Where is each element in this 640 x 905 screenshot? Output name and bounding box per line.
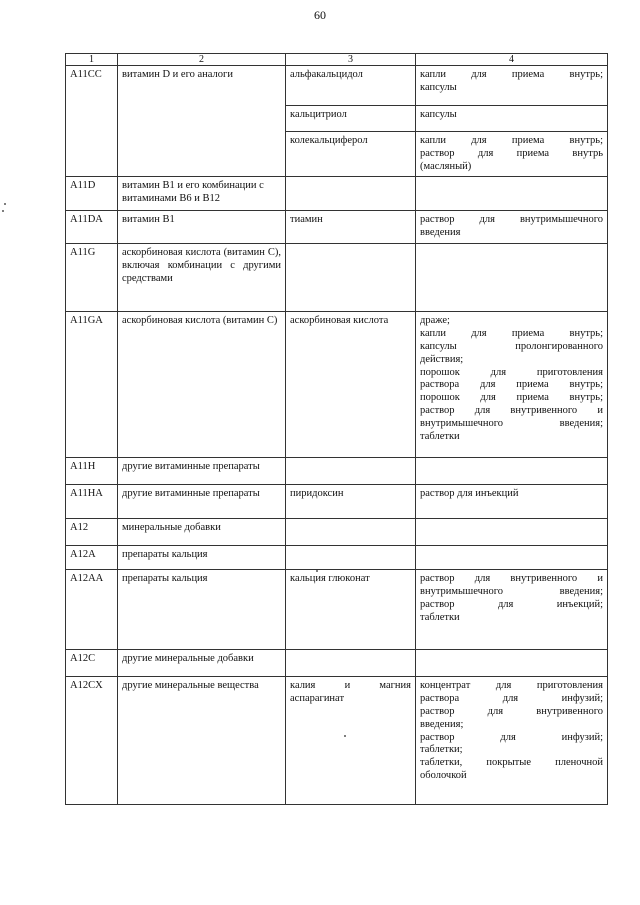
dosage-forms-cell xyxy=(416,519,608,546)
table-row xyxy=(66,66,608,106)
atc-code-cell: A12 xyxy=(66,519,118,546)
atc-code-cell: A12AA xyxy=(66,570,118,650)
table-row xyxy=(66,312,608,458)
dosage-form-line: раствор для внутривенного и xyxy=(420,404,603,416)
table-body xyxy=(66,66,608,805)
dosage-form-line: введения xyxy=(420,227,461,239)
group-name-cell: другие витаминные препараты xyxy=(118,485,286,519)
table-row xyxy=(66,485,608,519)
drug-name-cell xyxy=(286,177,416,211)
group-name-cell: другие витаминные препараты xyxy=(118,458,286,485)
drug-name-cell: альфакальцидол xyxy=(286,66,416,106)
table-row xyxy=(66,519,608,546)
group-name-cell: минеральные добавки xyxy=(118,519,286,546)
dosage-forms-cell xyxy=(416,244,608,312)
table-row xyxy=(66,177,608,211)
header-row xyxy=(66,54,608,66)
atc-code-cell: A11H xyxy=(66,458,118,485)
drug-name-cell xyxy=(286,458,416,485)
drug-name-cell: калия и магния аспарагинат xyxy=(286,677,416,805)
dosage-forms-cell xyxy=(416,677,608,805)
col-header-4: 4 xyxy=(416,54,608,66)
table-row xyxy=(66,211,608,244)
table-row xyxy=(66,244,608,312)
drug-name-cell: кальцитриол xyxy=(286,106,416,132)
dosage-form-line: драже; xyxy=(420,315,450,327)
dosage-form-line: раствор для инъекций xyxy=(420,488,519,500)
dosage-form-line: введения; xyxy=(420,718,464,730)
scan-dot xyxy=(4,203,6,205)
drug-name-cell xyxy=(286,546,416,570)
table-row xyxy=(66,650,608,677)
dosage-form-line: оболочкой xyxy=(420,769,467,781)
dosage-form-line: порошок для приготовления xyxy=(420,366,603,378)
group-name-cell: препараты кальция xyxy=(118,570,286,650)
atc-code-cell: A11HA xyxy=(66,485,118,519)
atc-code-cell: A11CC xyxy=(66,66,118,177)
table-row xyxy=(66,458,608,485)
atc-code-cell: A11D xyxy=(66,177,118,211)
drug-name-cell: кальция глюконат xyxy=(286,570,416,650)
atc-code-cell: A12CX xyxy=(66,677,118,805)
drug-name-cell: пиридоксин xyxy=(286,485,416,519)
drug-table xyxy=(65,53,608,805)
dosage-form-line: таблетки; xyxy=(420,744,463,756)
group-name-cell: аскорбиновая кислота (витамин C) xyxy=(118,312,286,458)
dosage-forms-cell xyxy=(416,650,608,677)
drug-name-cell: аскорбиновая кислота xyxy=(286,312,416,458)
dosage-form-line: внутримышечного введения; xyxy=(420,417,603,429)
atc-code-cell: A12C xyxy=(66,650,118,677)
drug-name-cell xyxy=(286,244,416,312)
dosage-form-line: раствор для инфузий; xyxy=(420,731,603,743)
group-name-cell: витамин B1 xyxy=(118,211,286,244)
dosage-form-line: раствор для внутримышечного xyxy=(420,214,603,226)
drug-name-cell: тиамин xyxy=(286,211,416,244)
atc-code-cell: A11GA xyxy=(66,312,118,458)
dosage-form-line: капли для приема внутрь; xyxy=(420,328,603,340)
dosage-forms-cell xyxy=(416,211,608,244)
dosage-form-line: раствор для внутривенного и xyxy=(420,573,603,585)
dosage-forms-cell xyxy=(416,546,608,570)
table-row xyxy=(66,570,608,650)
dosage-forms-cell xyxy=(416,132,608,177)
dosage-form-line: таблетки xyxy=(420,611,460,623)
dosage-form-line: концентрат для приготовления xyxy=(420,680,603,692)
dosage-form-line: раствор для приема внутрь xyxy=(420,147,603,159)
dosage-form-line: внутримышечного введения; xyxy=(420,586,603,598)
col-header-3: 3 xyxy=(286,54,416,66)
dosage-form-line: порошок для приема внутрь; xyxy=(420,392,603,404)
dosage-form-line: таблетки, покрытые пленочной xyxy=(420,757,603,769)
dosage-form-line: (масляный) xyxy=(420,160,472,172)
dosage-form-line: действия; xyxy=(420,353,464,365)
drug-name-cell: колекальциферол xyxy=(286,132,416,177)
dosage-forms-cell xyxy=(416,66,608,106)
dosage-forms-cell xyxy=(416,177,608,211)
atc-code-cell: A12A xyxy=(66,546,118,570)
dosage-forms-cell xyxy=(416,458,608,485)
drug-name-cell xyxy=(286,650,416,677)
dosage-form-line: капли для приема внутрь; xyxy=(420,135,603,146)
group-name-cell: другие минеральные вещества xyxy=(118,677,286,805)
dosage-form-line: раствора для инфузий; xyxy=(420,693,603,705)
col-header-1: 1 xyxy=(66,54,118,66)
group-name-cell: другие минеральные добавки xyxy=(118,650,286,677)
group-name-cell: витамин B1 и его комбинации с витаминами B6 и B12 xyxy=(118,177,286,211)
atc-code-cell: A11DA xyxy=(66,211,118,244)
dosage-forms-cell xyxy=(416,106,608,132)
dosage-form-line: раствора для приема внутрь; xyxy=(420,379,603,391)
dosage-forms-cell xyxy=(416,312,608,458)
dosage-form-line: капсулы xyxy=(420,81,457,93)
dosage-form-line: раствор для внутривенного xyxy=(420,705,603,717)
group-name-cell: витамин D и его аналоги xyxy=(118,66,286,177)
dosage-form-line: таблетки xyxy=(420,430,460,442)
dosage-form-line: капсулы пролонгированного xyxy=(420,340,603,352)
table-row xyxy=(66,546,608,570)
page-number: 60 xyxy=(314,8,326,22)
group-name-cell: аскорбиновая кислота (витамин C), включая комбинации с другими средствами xyxy=(118,244,286,312)
dosage-forms-cell xyxy=(416,485,608,519)
dosage-form-line: раствор для инъекций; xyxy=(420,598,603,610)
group-name-cell: препараты кальция xyxy=(118,546,286,570)
drug-name-cell xyxy=(286,519,416,546)
table-row xyxy=(66,677,608,805)
dosage-form-line: капсулы xyxy=(420,109,457,120)
dosage-forms-cell xyxy=(416,570,608,650)
scan-dot xyxy=(2,210,4,212)
dosage-form-line: капли для приема внутрь; xyxy=(420,69,603,80)
col-header-2: 2 xyxy=(118,54,286,66)
atc-code-cell: A11G xyxy=(66,244,118,312)
